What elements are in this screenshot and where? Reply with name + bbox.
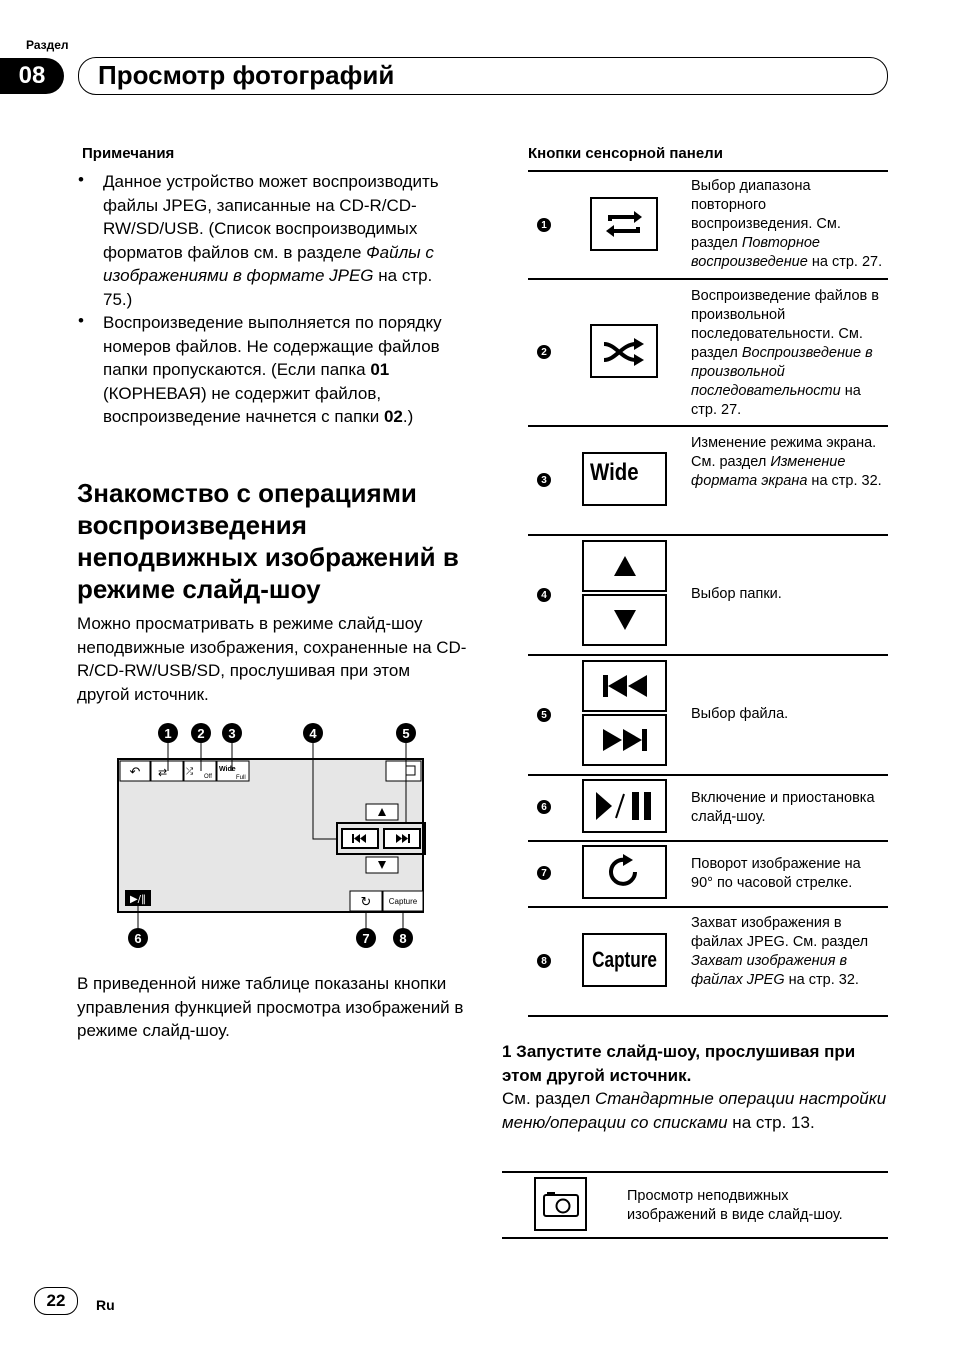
row-description: Включение и приостановка слайд-шоу. [691, 790, 875, 825]
row-description: Выбор диапазона повторного воспроизведения. См. раздел Повторное воспроизведение на стр. 27. [691, 178, 883, 270]
language-code: Ru [96, 1297, 115, 1313]
note-1: Данное устройство может воспроизводить файлы JPEG, записанные на CD-R/CD-RW/SD/USB. (Список воспроизводимых форматов файлов см. в разделе Файлы с изображениями в формате JPEG на стр. 75.) [103, 172, 439, 309]
skip-back-icon [603, 675, 647, 697]
wide-label: Wide [219, 766, 236, 773]
callout-8: 8 [399, 931, 407, 946]
slideshow-button [534, 1177, 587, 1231]
row-divider [528, 425, 888, 427]
row-divider [528, 654, 888, 656]
triangle-down-icon [614, 610, 636, 630]
step-text: См. раздел Стандартные операции настройки меню/операции со списками на стр. 13. [502, 1089, 887, 1132]
play-pause-button [582, 779, 667, 833]
capture-button-label: Capture [592, 947, 657, 972]
row-number: 2 [537, 345, 551, 359]
callout-7: 7 [362, 931, 370, 946]
bullet-icon: • [78, 311, 84, 330]
row-divider [502, 1237, 888, 1239]
slideshow-description: Просмотр неподвижных изображений в виде слайд-шоу. [627, 1188, 843, 1223]
shuffle-icon [602, 336, 646, 366]
rotate-button [582, 845, 667, 899]
intro-paragraph: Можно просматривать в режиме слайд-шоу неподвижные изображения, сохраненные на CD-R/CD-RW/USB/SD, прослушивая при этом другой источник. [77, 614, 467, 704]
repeat-button [590, 197, 658, 251]
row-number: 8 [537, 954, 551, 968]
svg-text:↶: ↶ [129, 765, 141, 780]
folder-up-button [582, 540, 667, 592]
capture-button [582, 933, 667, 987]
row-divider [528, 840, 888, 842]
folder-down-button [582, 594, 667, 646]
callout-6: 6 [134, 931, 142, 946]
callout-5: 5 [402, 726, 410, 741]
row-description: Изменение режима экрана. См. раздел Изменение формата экрана на стр. 32. [691, 435, 882, 489]
table-title: Кнопки сенсорной панели [528, 145, 723, 162]
row-description: Выбор папки. [691, 586, 782, 602]
svg-text:⤮: ⤮ [186, 767, 194, 777]
callout-3: 3 [228, 726, 236, 741]
row-number: 6 [537, 800, 551, 814]
row-divider [528, 278, 888, 280]
row-divider [528, 906, 888, 908]
svg-text:↻: ↻ [360, 895, 372, 910]
next-file-button [582, 714, 667, 766]
previous-file-button [582, 660, 667, 712]
section-heading: Знакомство с операциями воспроизведения неподвижных изображений в режиме слайд-шоу [77, 478, 459, 604]
svg-text:▶/‖: ▶/‖ [129, 894, 147, 905]
note-2: Воспроизведение выполняется по порядку номеров файлов. Не содержащие файлов папки пропускаются. (Если папка 01 (КОРНЕВАЯ) не содержит файлов, воспроизведение начнется с папки 02.) [103, 313, 442, 426]
wide-button-label: Wide [590, 459, 639, 486]
capture-label: Capture [388, 897, 418, 906]
screen-diagram-svg [100, 716, 440, 956]
row-description: Захват изображения в файлах JPEG. См. раздел Захват изображения в файлах JPEG на стр. 32. [691, 915, 869, 988]
full-label: Full [236, 775, 246, 781]
camera-icon [543, 1191, 579, 1217]
callout-2: 2 [197, 726, 205, 741]
row-divider [528, 170, 888, 172]
row-number: 7 [537, 866, 551, 880]
chapter-number: 08 [0, 58, 64, 94]
table-intro-paragraph: В приведенной ниже таблице показаны кнопки управления функцией просмотра изображений в режиме слайд-шоу. [77, 974, 464, 1040]
bullet-icon: • [78, 170, 84, 189]
section-label: Раздел [26, 38, 69, 52]
rotate-icon [605, 854, 645, 890]
play-pause-icon [596, 792, 654, 820]
callout-4: 4 [309, 726, 317, 741]
row-number: 1 [537, 218, 551, 232]
triangle-up-icon [614, 556, 636, 576]
page-number: 22 [34, 1287, 78, 1315]
off-label: Off [204, 774, 212, 780]
callout-1: 1 [164, 726, 172, 741]
row-divider [528, 1015, 888, 1017]
row-number: 4 [537, 588, 551, 602]
row-description: Выбор файла. [691, 706, 789, 722]
skip-forward-icon [603, 729, 647, 751]
row-description: Воспроизведение файлов в произвольной последовательности. См. раздел Воспроизведение в произвольной последовательности на стр. 27. [691, 288, 879, 418]
repeat-icon [604, 209, 644, 239]
step-heading: 1 Запустите слайд-шоу, прослушивая при этом другой источник. [502, 1042, 856, 1085]
random-button [590, 324, 658, 378]
chapter-title: Просмотр фотографий [98, 60, 395, 90]
row-divider [502, 1171, 888, 1173]
row-divider [528, 774, 888, 776]
notes-title: Примечания [82, 145, 175, 162]
wide-button [582, 452, 667, 506]
row-number: 5 [537, 708, 551, 722]
row-number: 3 [537, 473, 551, 487]
svg-text:⇄: ⇄ [158, 766, 168, 779]
screen-diagram [100, 716, 440, 956]
row-description: Поворот изображение на 90° по часовой стрелке. [691, 856, 861, 891]
row-divider [528, 534, 888, 536]
